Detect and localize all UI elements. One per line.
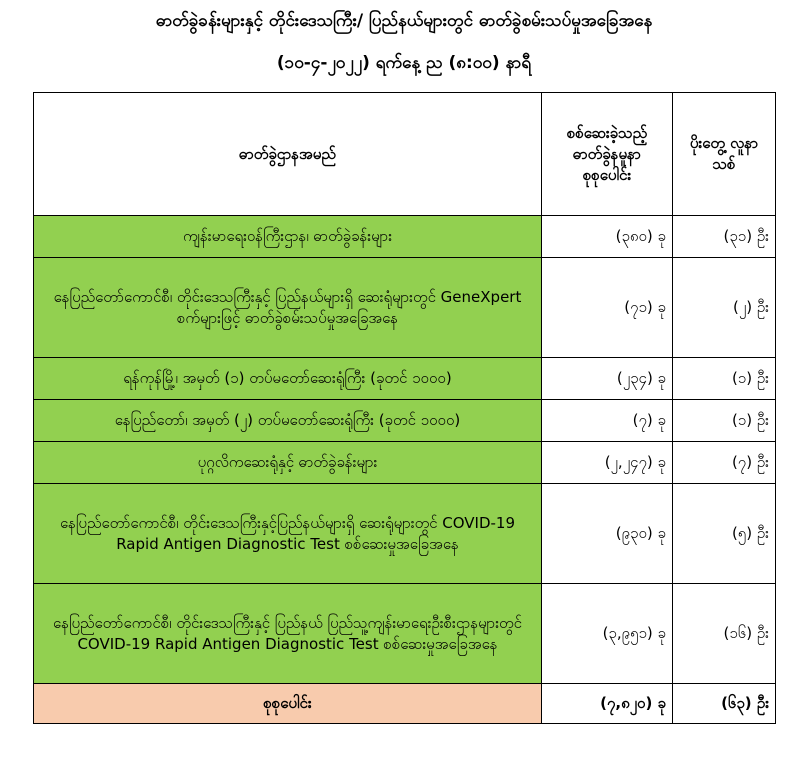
samples-tested-cell: (၃,၉၅၁) ခု	[542, 584, 673, 684]
table-header-row	[34, 93, 776, 216]
report-title: ဓာတ်ခွဲခန်းများနှင့် တိုင်းဒေသကြီး/ ပြည်နယ်များတွင် ဓာတ်ခွဲစမ်းသပ်မှုအခြေအနေ	[155, 11, 653, 31]
samples-tested-cell: (၃၈၀) ခု	[542, 216, 673, 258]
samples-tested-cell: (၇) ခု	[542, 400, 673, 442]
lab-name-cell: ရန်ကုန်မြို့၊ အမှတ် (၁) တပ်မတော်ဆေးရုံကြီး (ခုတင် ၁၀၀၀)	[34, 358, 542, 400]
total-samples-tested-cell: (၇,၈၂၀) ခု	[542, 684, 673, 724]
lab-name-cell: နေပြည်တော်၊ အမှတ် (၂) တပ်မတော်ဆေးရုံကြီး (ခုတင် ၁၀၀၀)	[34, 400, 542, 442]
new-positive-cell: (၅) ဦး	[673, 484, 776, 584]
lab-name-cell: နေပြည်တော်ကောင်စီ၊ တိုင်းဒေသကြီးနှင့် ပြည်နယ် ပြည်သူ့ကျန်းမာရေးဦးစီးဌာနများတွင် COVID-19 Rapid Antigen Diagnostic Test စစ်ဆေးမှုအခြေအနေ	[34, 584, 542, 684]
lab-name-cell: ပုဂ္ဂလိကဆေးရုံနှင့် ဓာတ်ခွဲခန်းများ	[34, 442, 542, 484]
samples-tested-cell: (၂၃၄) ခု	[542, 358, 673, 400]
lab-name-cell: နေပြည်တော်ကောင်စီ၊ တိုင်းဒေသကြီးနှင့် ပြည်နယ်များရှိ ဆေးရုံများတွင် GeneXpert စက်များဖြင့် ဓာတ်ခွဲစမ်းသပ်မှုအခြေအနေ	[34, 258, 542, 358]
new-positive-cell: (၁၆) ဦး	[673, 584, 776, 684]
lab-name-cell: ကျန်းမာရေးဝန်ကြီးဌာန၊ ဓာတ်ခွဲခန်းများ	[34, 216, 542, 258]
new-positive-cell: (၇) ဦး	[673, 442, 776, 484]
column-header-new-positive: ပိုးတွေ့ လူနာသစ်	[673, 93, 776, 216]
column-header-lab-name: ဓာတ်ခွဲဌာနအမည်	[34, 93, 542, 216]
table-row	[34, 258, 776, 358]
table-row	[34, 484, 776, 584]
total-new-positive-cell: (၆၃) ဦး	[673, 684, 776, 724]
table-row	[34, 584, 776, 684]
new-positive-cell: (၁) ဦး	[673, 358, 776, 400]
column-header-samples-tested: စစ်ဆေးခဲ့သည့် ဓာတ်ခွဲနမူနာ စုစုပေါင်း	[542, 93, 673, 216]
table-row	[34, 216, 776, 258]
total-label-cell: စုစုပေါင်း	[34, 684, 542, 724]
new-positive-cell: (၁) ဦး	[673, 400, 776, 442]
lab-testing-table	[33, 92, 776, 724]
table-row	[34, 442, 776, 484]
table-row	[34, 358, 776, 400]
table-row	[34, 400, 776, 442]
new-positive-cell: (၂) ဦး	[673, 258, 776, 358]
new-positive-cell: (၃၁) ဦး	[673, 216, 776, 258]
samples-tested-cell: (၂,၂၄၇) ခု	[542, 442, 673, 484]
total-row	[34, 684, 776, 724]
report-date: (၁၀-၄-၂၀၂၂) ရက်နေ့ ည (၈:၀၀) နာရီ	[276, 53, 532, 73]
lab-name-cell: နေပြည်တော်ကောင်စီ၊ တိုင်းဒေသကြီးနှင့်ပြည်နယ်များရှိ ဆေးရုံများတွင် COVID-19 Rapid Antigen Diagnostic Test စစ်ဆေးမှုအခြေအနေ	[34, 484, 542, 584]
samples-tested-cell: (၉၃၀) ခု	[542, 484, 673, 584]
samples-tested-cell: (၇၁) ခု	[542, 258, 673, 358]
